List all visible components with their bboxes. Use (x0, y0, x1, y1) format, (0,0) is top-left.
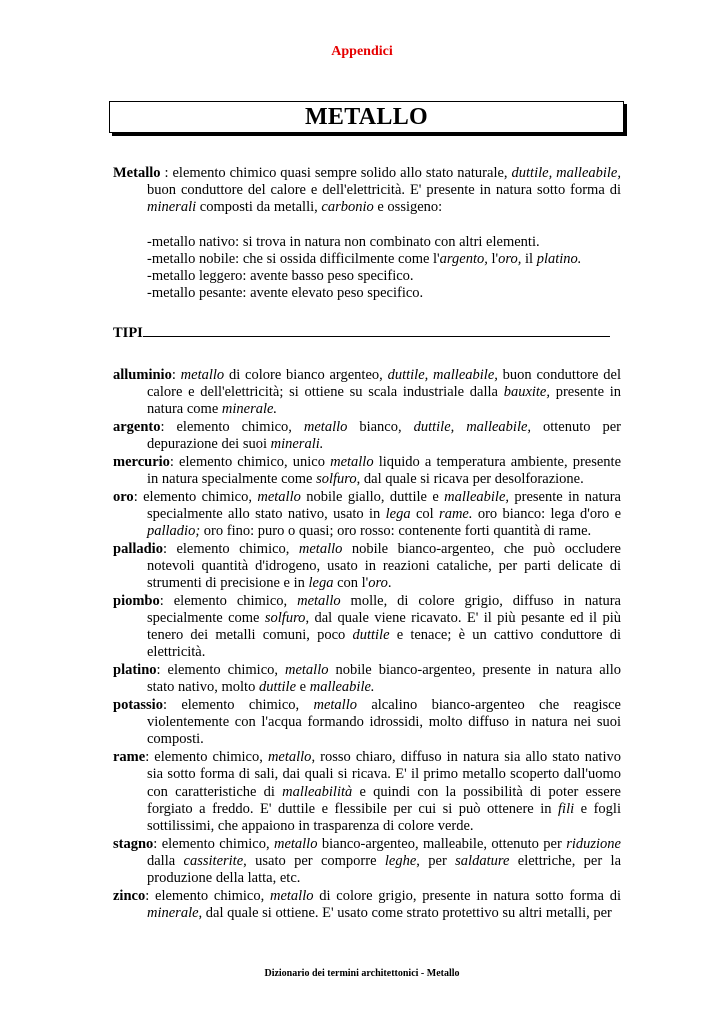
heading-rule (143, 324, 610, 337)
page-title: METALLO (304, 103, 428, 130)
text-run: l' (487, 250, 499, 267)
text-run: oro fino: puro o quasi; oro rosso: contenente forti quantità di rame. (200, 522, 592, 539)
italic-term: carbonio (321, 199, 374, 216)
subtype-line (113, 268, 621, 285)
text-run: : elemento chimico, (160, 418, 304, 435)
type-entry-piombo (113, 593, 621, 662)
text-run: alcalino bianco-argenteo che reagisce violentemente con l'acqua formando idrossidi, molto diffuso in natura nei suoi composti. (147, 696, 621, 748)
text-run: liquido a temperatura ambiente, presente in natura specialmente come (147, 453, 621, 487)
italic-term: minerale (147, 904, 199, 921)
italic-term: duttile (258, 679, 297, 696)
text-run: : elemento chimico, unico (169, 453, 331, 470)
italic-term: metallo (303, 418, 348, 435)
italic-term: malleabile, (444, 488, 510, 505)
text-run: : elemento chimico, (145, 749, 268, 766)
italic-term: minerali. (270, 435, 324, 452)
type-term: zinco (113, 887, 146, 904)
subtype-list (113, 234, 621, 303)
type-term: piombo (113, 592, 160, 609)
italic-term: solfuro (264, 609, 306, 626)
types-heading (113, 324, 621, 342)
text-run: buon conduttore del calore e dell'elettricità; si ottiene su scala industriale dalla (147, 366, 621, 400)
italic-term: metallo (273, 835, 318, 852)
subtype-line (113, 285, 621, 302)
text-run: presente in natura come (147, 383, 621, 418)
text-run: : elemento chimico, (162, 696, 314, 713)
text-run: bianco-argenteo, malleabile, ottenuto per (317, 835, 567, 852)
document-body (113, 165, 621, 923)
subtype-line (113, 251, 621, 268)
text-run: , usato per comporre (243, 852, 385, 869)
text-run: : elemento chimico, (145, 887, 270, 904)
type-entry-potassio (113, 697, 621, 749)
italic-term: duttile, malleabile, (511, 165, 621, 181)
italic-term: leghe (384, 852, 417, 869)
italic-term: malleabile. (309, 679, 375, 696)
subtype-line (113, 234, 621, 251)
italic-term: metallo (180, 366, 225, 383)
text-run: : elemento chimico, (133, 488, 258, 505)
italic-term: rame. (439, 505, 473, 522)
italic-term: cassiterite (183, 852, 244, 869)
text-run: -metallo nativo: si trova in natura non combinato con altri elementi. (147, 233, 540, 250)
text-run: , rosso chiaro, diffuso in natura sia allo stato nativo sia sotto forma di sali, dai quali si ricava. E' il primo metallo scoperto dall'uomo con caratteristiche di (147, 749, 621, 800)
type-entry-stagno (113, 836, 621, 888)
text-run: di colore grigio, presente in natura sotto forma di (313, 887, 621, 904)
title-box (109, 101, 624, 133)
text-run: bianco, (347, 418, 414, 435)
type-entry-rame (113, 749, 621, 835)
italic-term: solfuro (316, 470, 357, 487)
italic-term: metallo (297, 592, 341, 609)
text-run: , dal quale viene ricavato. E' il più pesante ed il più tenero dei metalli comuni, poco (147, 609, 621, 644)
italic-term: lega (385, 505, 411, 522)
text-run: ottenuto per depurazione dei suoi (147, 418, 621, 452)
text-run: e (296, 679, 310, 696)
type-entry-argento (113, 419, 621, 453)
italic-term: fili (558, 800, 575, 817)
italic-term: argento, (439, 250, 488, 267)
italic-term: lega (308, 575, 334, 592)
section-header: Appendici (331, 44, 393, 59)
text-run: e ossigeno: (373, 199, 443, 216)
type-entry-oro (113, 489, 621, 541)
type-entry-alluminio (113, 367, 621, 419)
types-heading-label: TIPI (113, 325, 143, 342)
italic-term: duttile, malleabile, (387, 366, 498, 383)
type-term: platino (113, 662, 157, 679)
text-run: , dal quale si ottiene. E' usato come strato protettivo su altri metalli, per (198, 904, 612, 921)
text-run: : (171, 366, 181, 383)
text-run: , per (416, 852, 456, 869)
text-run: : elemento chimico quasi sempre solido allo stato naturale, (164, 165, 512, 181)
italic-term: metallo (257, 488, 301, 505)
type-term: argento (113, 418, 161, 435)
text-run: dalla (147, 852, 184, 869)
italic-term: metallo (330, 453, 374, 470)
text-run: -metallo pesante: avente elevato peso specifico. (147, 285, 424, 302)
type-term: oro (113, 488, 134, 505)
italic-term: riduzione (566, 835, 621, 852)
text-run: nobile bianco-argenteo, che può occludere notevoli quantità d'idrogeno, usato in reazioni cataliche, per parti delicate di strumenti di precisione e in (147, 540, 621, 592)
italic-term: duttile, malleabile, (413, 418, 532, 435)
text-run: presente in natura specialmente allo stato nativo, usato in (147, 488, 621, 522)
type-entry-platino (113, 662, 621, 696)
italic-term: metallo (285, 662, 329, 679)
type-term: palladio (113, 540, 163, 557)
italic-term: duttile (352, 627, 390, 644)
text-run: elettriche, per la produzione della latta, etc. (147, 852, 622, 887)
text-run: -metallo nobile: che si ossida difficilmente come l' (147, 250, 440, 267)
type-entry-zinco (113, 888, 621, 922)
types-list (113, 367, 621, 923)
type-term: potassio (113, 696, 163, 713)
italic-term: platino. (536, 250, 582, 267)
definition-paragraph (113, 165, 621, 217)
text-run: nobile bianco-argenteo, presente in natura allo stato nativo, molto (147, 662, 621, 696)
type-term: mercurio (113, 453, 170, 470)
text-run: col (410, 505, 440, 522)
spacer (113, 217, 621, 234)
text-run: : elemento chimico, (159, 592, 298, 609)
text-run: buon conduttore del calore e dell'elettricità. E' presente in natura sotto forma di (147, 182, 621, 199)
italic-term: metallo (270, 887, 314, 904)
text-run: : elemento chimico, (156, 662, 285, 679)
text-run: e quindi con la possibilità di poter essere forgiato a freddo. E' duttile e flessibile per cui si può ottenere in (147, 783, 621, 817)
type-term: stagno (113, 835, 154, 852)
text-run: , dal quale si ricava per desolforazione. (356, 470, 584, 487)
type-term: rame (113, 749, 146, 766)
text-run: con l' (333, 575, 369, 592)
text-run: nobile giallo, duttile e (300, 488, 445, 505)
italic-term: minerale. (221, 401, 278, 418)
text-run: oro bianco: lega d'oro e (472, 505, 621, 522)
italic-term: oro, (498, 250, 522, 267)
type-entry-mercurio (113, 454, 621, 488)
italic-term: bauxite, (503, 383, 550, 400)
text-run: molle, di colore grigio, diffuso in natura specialmente come (147, 592, 621, 626)
italic-term: palladio; (147, 522, 201, 539)
italic-term: metallo (313, 696, 357, 713)
text-run: . (387, 575, 392, 592)
type-entry-palladio (113, 541, 621, 593)
italic-term: minerali (147, 199, 197, 216)
page-footer: Dizionario dei termini architettonici - Metallo (264, 968, 460, 979)
text-run: e tenace; è un cattivo conduttore di elettricità. (147, 627, 621, 661)
text-run: di colore bianco argenteo, (224, 366, 388, 383)
italic-term: metallo (298, 540, 343, 557)
text-run: : elemento chimico, (153, 835, 274, 852)
italic-term: metallo (267, 749, 312, 766)
text-run: e fogli sottilissimi, che appaiono in trasparenza di colore verde. (147, 800, 621, 834)
text-run: il (521, 250, 537, 267)
italic-term: saldature (455, 852, 510, 869)
text-run: composti da metalli, (196, 199, 322, 216)
text-run: -metallo leggero: avente basso peso specifico. (147, 268, 414, 285)
definition-term: Metallo (113, 165, 161, 181)
italic-term: malleabilità (282, 783, 353, 800)
type-term: alluminio (113, 366, 172, 383)
text-run: : elemento chimico, (162, 540, 299, 557)
italic-term: oro (368, 575, 388, 592)
